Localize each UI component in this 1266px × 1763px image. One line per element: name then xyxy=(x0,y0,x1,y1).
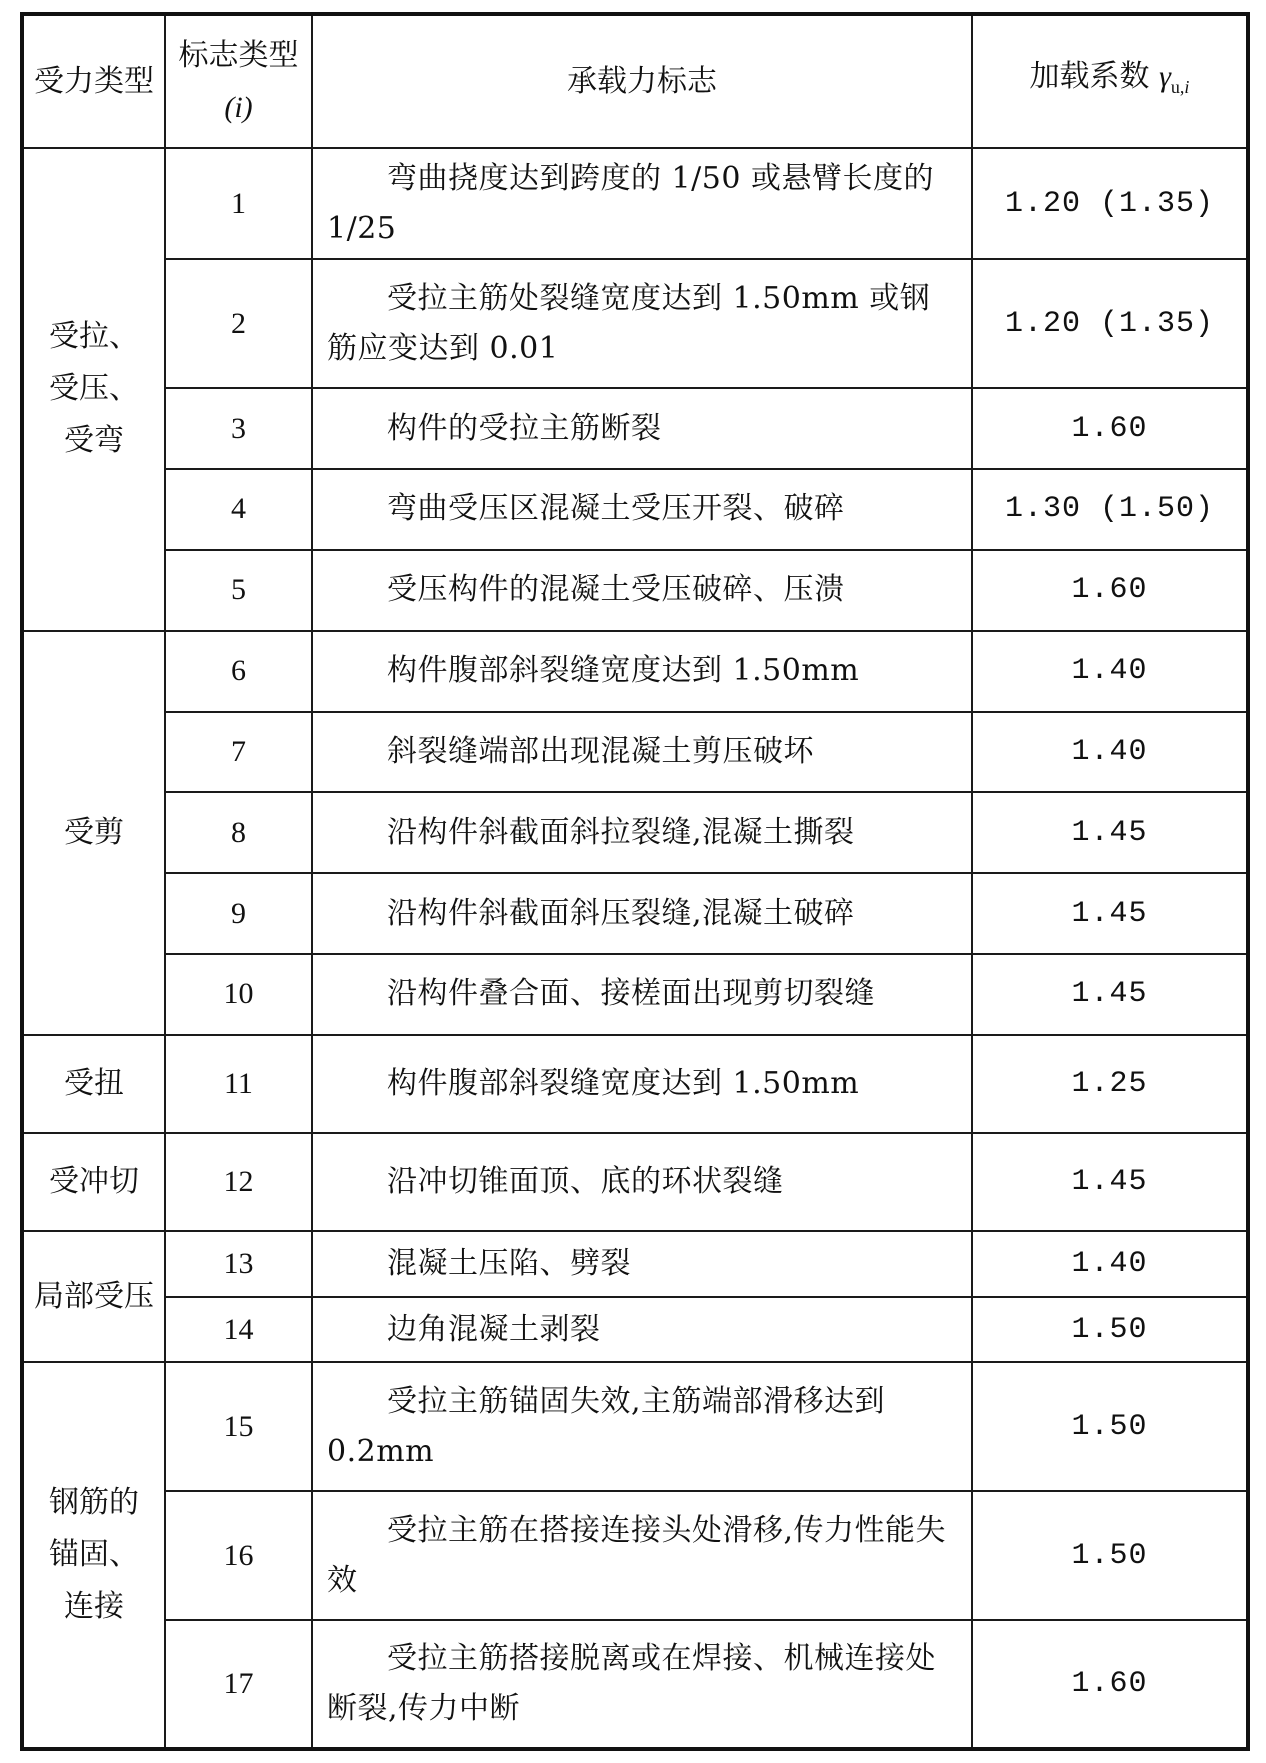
table-row xyxy=(22,954,1248,1035)
load-coefficient: 1.25 xyxy=(972,1035,1248,1133)
table-row xyxy=(22,712,1248,793)
table-row xyxy=(22,631,1248,712)
table-row xyxy=(22,1231,1248,1297)
mark-index: 5 xyxy=(165,550,312,631)
force-type-cell: 钢筋的锚固、连接 xyxy=(22,1362,165,1749)
load-coefficient: 1.50 xyxy=(972,1362,1248,1491)
header-load-coefficient xyxy=(972,14,1248,148)
capacity-mark-text: 混凝土压陷、劈裂 xyxy=(312,1231,972,1297)
table-row xyxy=(22,1035,1248,1133)
capacity-mark-text: 弯曲挠度达到跨度的 1/50 或悬臂长度的 1/25 xyxy=(312,148,972,259)
table-row xyxy=(22,1297,1248,1363)
capacity-mark-text: 沿冲切锥面顶、底的环状裂缝 xyxy=(312,1133,972,1231)
mark-index: 13 xyxy=(165,1231,312,1297)
header-row xyxy=(22,14,1248,148)
capacity-mark-text: 受压构件的混凝土受压破碎、压溃 xyxy=(312,550,972,631)
header-mark-type-line1: 标志类型 xyxy=(178,37,299,73)
mark-index: 7 xyxy=(165,712,312,793)
mark-index: 3 xyxy=(165,388,312,469)
mark-index: 1 xyxy=(165,148,312,259)
load-coefficient: 1.60 xyxy=(972,388,1248,469)
capacity-mark-text: 构件的受拉主筋断裂 xyxy=(312,388,972,469)
table-row xyxy=(22,388,1248,469)
table-row xyxy=(22,550,1248,631)
mark-index: 10 xyxy=(165,954,312,1035)
load-coefficient: 1.45 xyxy=(972,1133,1248,1231)
mark-index: 12 xyxy=(165,1133,312,1231)
load-coefficient: 1.40 xyxy=(972,712,1248,793)
force-type-cell: 局部受压 xyxy=(22,1231,165,1362)
capacity-mark-text: 受拉主筋在搭接连接头处滑移,传力性能失效 xyxy=(312,1491,972,1620)
mark-index: 6 xyxy=(165,631,312,712)
gamma-sub-b: i xyxy=(1184,76,1190,97)
header-mark-type xyxy=(165,14,312,148)
load-coefficient: 1.60 xyxy=(972,1620,1248,1749)
force-type-cell: 受拉、受压、受弯 xyxy=(22,148,165,631)
force-type-cell: 受剪 xyxy=(22,631,165,1035)
load-coefficient: 1.40 xyxy=(972,1231,1248,1297)
load-coefficient-table xyxy=(20,12,1250,1751)
table-row xyxy=(22,1133,1248,1231)
mark-index: 17 xyxy=(165,1620,312,1749)
header-coef-prefix: 加载系数 xyxy=(1029,58,1160,94)
capacity-mark-text: 沿构件叠合面、接槎面出现剪切裂缝 xyxy=(312,954,972,1035)
mark-index: 8 xyxy=(165,792,312,873)
table-row xyxy=(22,259,1248,388)
load-coefficient: 1.60 xyxy=(972,550,1248,631)
capacity-mark-text: 沿构件斜截面斜拉裂缝,混凝土撕裂 xyxy=(312,792,972,873)
header-coef-symbol xyxy=(1159,59,1190,97)
load-coefficient: 1.45 xyxy=(972,954,1248,1035)
gamma-sub-a: u, xyxy=(1170,76,1185,97)
header-mark-type-line2: (i) xyxy=(224,90,253,124)
gamma-letter: γ xyxy=(1159,59,1171,93)
capacity-mark-text: 构件腹部斜裂缝宽度达到 1.50mm xyxy=(312,631,972,712)
capacity-mark-text: 弯曲受压区混凝土受压开裂、破碎 xyxy=(312,469,972,550)
table-row xyxy=(22,1362,1248,1491)
capacity-mark-text: 构件腹部斜裂缝宽度达到 1.50mm xyxy=(312,1035,972,1133)
load-coefficient: 1.20 (1.35) xyxy=(972,259,1248,388)
header-force-type: 受力类型 xyxy=(22,14,165,148)
table-row xyxy=(22,792,1248,873)
header-capacity-mark: 承载力标志 xyxy=(312,14,972,148)
load-coefficient: 1.45 xyxy=(972,873,1248,954)
load-coefficient: 1.50 xyxy=(972,1297,1248,1363)
mark-index: 11 xyxy=(165,1035,312,1133)
load-coefficient: 1.45 xyxy=(972,792,1248,873)
table-row xyxy=(22,873,1248,954)
mark-index: 2 xyxy=(165,259,312,388)
mark-index: 15 xyxy=(165,1362,312,1491)
mark-index: 16 xyxy=(165,1491,312,1620)
capacity-mark-text: 沿构件斜截面斜压裂缝,混凝土破碎 xyxy=(312,873,972,954)
capacity-mark-text: 斜裂缝端部出现混凝土剪压破坏 xyxy=(312,712,972,793)
force-type-cell: 受冲切 xyxy=(22,1133,165,1231)
load-coefficient: 1.40 xyxy=(972,631,1248,712)
capacity-mark-text: 受拉主筋处裂缝宽度达到 1.50mm 或钢筋应变达到 0.01 xyxy=(312,259,972,388)
table-row xyxy=(22,1491,1248,1620)
capacity-mark-text: 边角混凝土剥裂 xyxy=(312,1297,972,1363)
table-row xyxy=(22,1620,1248,1749)
mark-index: 4 xyxy=(165,469,312,550)
load-coefficient: 1.50 xyxy=(972,1491,1248,1620)
capacity-mark-text: 受拉主筋搭接脱离或在焊接、机械连接处断裂,传力中断 xyxy=(312,1620,972,1749)
capacity-mark-text: 受拉主筋锚固失效,主筋端部滑移达到 0.2mm xyxy=(312,1362,972,1491)
table-row xyxy=(22,469,1248,550)
mark-index: 9 xyxy=(165,873,312,954)
load-coefficient: 1.20 (1.35) xyxy=(972,148,1248,259)
load-coefficient: 1.30 (1.50) xyxy=(972,469,1248,550)
mark-index: 14 xyxy=(165,1297,312,1363)
table-row xyxy=(22,148,1248,259)
force-type-cell: 受扭 xyxy=(22,1035,165,1133)
